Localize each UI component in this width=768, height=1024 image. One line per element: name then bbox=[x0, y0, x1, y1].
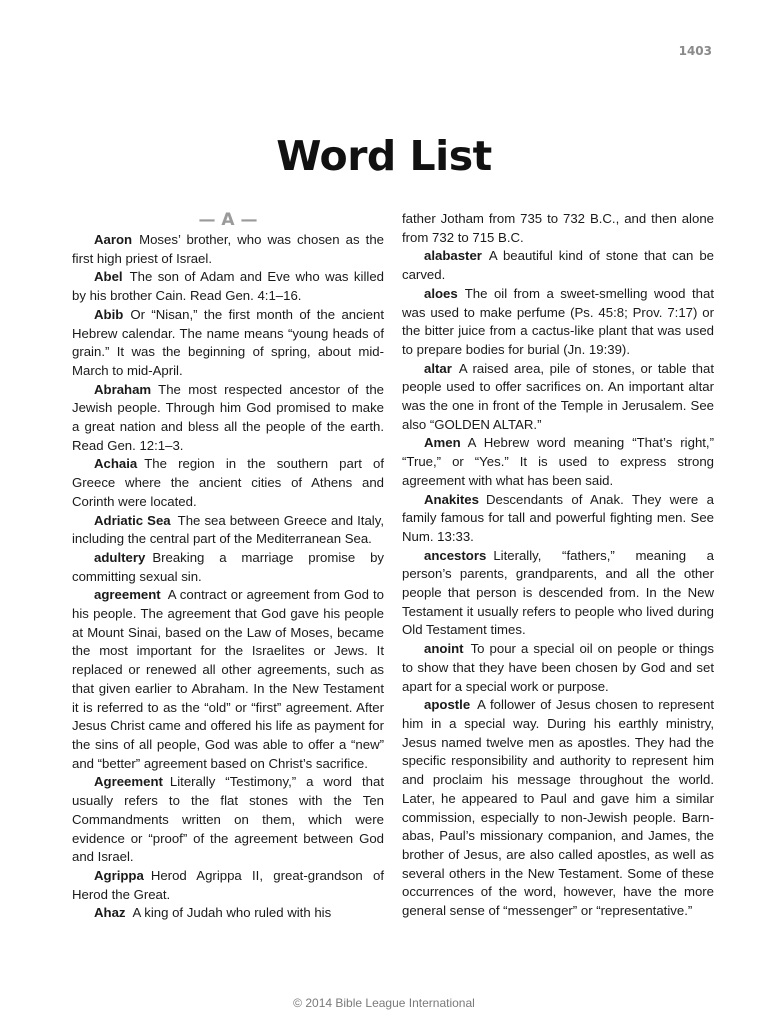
entry-term: alabaster bbox=[424, 248, 482, 264]
glossary-entry bbox=[72, 306, 384, 381]
glossary-entry bbox=[72, 231, 384, 268]
entry-definition: A follower of Jesus chosen to represent him in a special way. During his earthly ministry, Jesus named twelve men as apostles. They had the specific responsibility and authority to represent him and proclaim his message throughout the world. Later, he appeared to Paul and gave him a similar commission, especially to non-Jewish people. Barnabas, Paul’s missionary companion, and James, the brother of Jesus, are also called apostles, as well as several others in the New Testament. Some of these occurrences of the word, however, have the more general sense of “messenger” or “representative.” bbox=[402, 697, 714, 919]
left-column bbox=[72, 210, 384, 923]
entry-term: Abraham bbox=[94, 381, 152, 397]
entry-definition: A raised area, pile of stones, or table that people used to offer sacrifices on. An important altar was the one in front of the Temple in Jerusalem. See also “GOLDEN ALTAR.” bbox=[402, 360, 714, 432]
entry-term: altar bbox=[424, 360, 452, 376]
entry-definition: The oil from a sweet-smelling wood that was used to make perfume (Ps. 45:8; Prov. 7:17) or the bitter juice from a cactus-like plant that was used to prepare bodies for burial (Jn. 19:39). bbox=[402, 285, 714, 357]
entry-term: agreement bbox=[94, 587, 161, 603]
entry-term: ancestors bbox=[424, 547, 487, 563]
entry-definition: The son of Adam and Eve who was killed by his brother Cain. Read Gen. 4:1–16. bbox=[72, 269, 384, 304]
glossary-entry bbox=[72, 904, 384, 923]
entry-term: apostle bbox=[424, 697, 471, 713]
entry-term: Adriatic Sea bbox=[94, 512, 171, 528]
glossary-entry bbox=[402, 285, 714, 360]
glossary-entry bbox=[72, 867, 384, 904]
continued-definition: father Jotham from 735 to 732 B.C., and then alone from 732 to 715 B.C. bbox=[402, 211, 714, 245]
glossary-entry bbox=[402, 547, 714, 641]
entry-term: Abel bbox=[94, 269, 123, 285]
glossary-entry bbox=[72, 773, 384, 867]
entry-definition: A beautiful kind of stone that can be carved. bbox=[402, 248, 714, 283]
glossary-entry bbox=[402, 696, 714, 920]
page-title: Word List bbox=[276, 132, 492, 180]
entry-term: Amen bbox=[424, 435, 461, 451]
glossary-entry bbox=[72, 268, 384, 305]
glossary-entry bbox=[402, 360, 714, 435]
right-entry-list bbox=[402, 247, 714, 920]
entry-term: Agreement bbox=[94, 774, 163, 790]
entry-term: Ahaz bbox=[94, 905, 126, 921]
entry-definition: Literally, “fathers,” meaning a person’s parents, grandparents, and all the other people that person is descended from. In the New Testament it usually refers to people who lived during Old Testament times. bbox=[402, 547, 714, 638]
entry-definition: The most respected ancestor of the Jewish people. Through him God promised to make a great nation and bless all the people of the earth. Read Gen. 12:1–3. bbox=[72, 381, 384, 453]
entry-definition: A king of Judah who ruled with his bbox=[132, 905, 332, 921]
entry-term: Achaia bbox=[94, 456, 138, 472]
entry-definition: The region in the southern part of Greece where the ancient cities of Athens and Corinth were located. bbox=[72, 456, 384, 509]
glossary-entry bbox=[402, 640, 714, 696]
glossary-entry bbox=[402, 491, 714, 547]
entry-term: Agrippa bbox=[94, 867, 144, 883]
glossary-entry bbox=[402, 434, 714, 490]
entry-term: Abib bbox=[94, 306, 124, 322]
copyright-footer: © 2014 Bible League International bbox=[293, 996, 475, 1010]
entry-definition: A Hebrew word meaning “That’s right,” “True,” or “Yes.” It is used to express strong agreement with what has been said. bbox=[402, 435, 714, 488]
entry-definition: Moses’ brother, who was chosen as the first high priest of Israel. bbox=[72, 232, 384, 266]
right-column bbox=[402, 210, 714, 921]
glossary-entry bbox=[72, 586, 384, 773]
glossary-entry bbox=[72, 381, 384, 456]
entry-definition: Literally “Testimony,” a word that usually refers to the flat stones with the Ten Commandments written on them, which were evidence or “proof” of the agreement between God and Israel. bbox=[72, 774, 384, 865]
entry-term: Anakites bbox=[424, 491, 479, 507]
glossary-entry bbox=[402, 247, 714, 284]
glossary-entry bbox=[72, 455, 384, 511]
entry-definition: Or “Nisan,” the first month of the ancient Hebrew calendar. The name means “young heads of grain.” It was the beginning of spring, about mid-March to mid-April. bbox=[72, 306, 384, 378]
entry-definition: Herod Agrippa II, great-grandson of Herod the Great. bbox=[72, 867, 384, 902]
section-letter-heading: — A — bbox=[198, 210, 258, 230]
entry-term: aloes bbox=[424, 285, 458, 301]
page-number: 1403 bbox=[678, 44, 712, 58]
entry-definition: Descendants of Anak. They were a family famous for tall and powerful fighting men. See Num. 13:33. bbox=[402, 491, 714, 544]
entry-definition: Breaking a marriage promise by committing sexual sin. bbox=[72, 549, 384, 584]
entry-term: anoint bbox=[424, 641, 464, 657]
entry-definition: The sea between Greece and Italy, including the central part of the Mediterranean Sea. bbox=[72, 512, 384, 547]
entry-definition: To pour a special oil on people or things to show that they have been chosen by God and set apart for a special work or purpose. bbox=[402, 641, 714, 694]
entry-definition: A contract or agreement from God to his people. The agreement that God gave his people at Mount Sinai, based on the Law of Moses, became the most important for the Israelites or Jews. It replaced or renewed all other agreements, such as that given earlier to Abraham. In the New Testament it is referred to as the “old” or “first” agreement. After Jesus Christ came and offered his life as payment for the sins of all people, God was able to offer a “new” and “better” agreement based on Christ’s sacrifice. bbox=[72, 587, 384, 771]
glossary-entry bbox=[72, 549, 384, 586]
glossary-entry bbox=[72, 512, 384, 549]
left-entry-list bbox=[72, 231, 384, 923]
entry-term: adultery bbox=[94, 549, 146, 565]
entry-term: Aaron bbox=[94, 232, 133, 247]
